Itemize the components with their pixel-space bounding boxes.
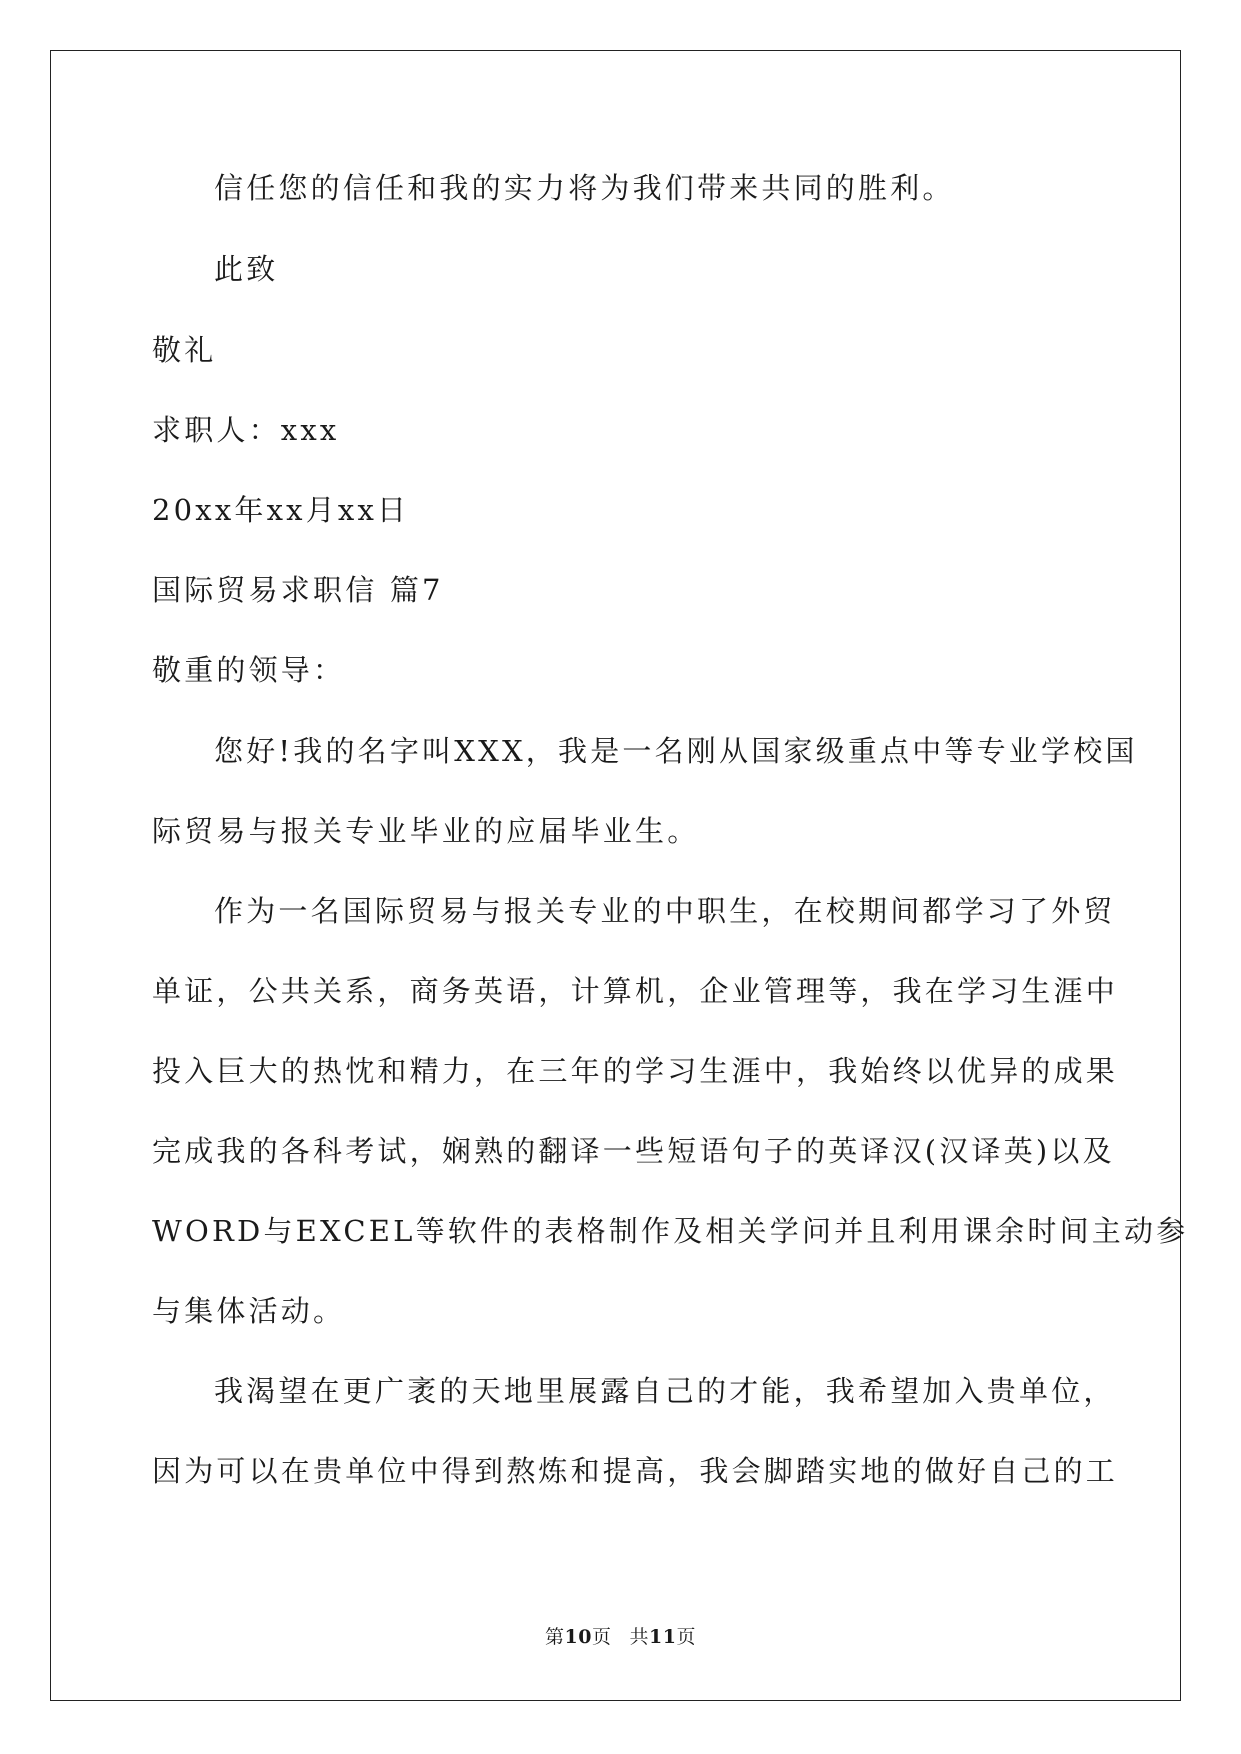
text-line: 与集体活动。 [152, 1294, 346, 1328]
text-line: WORD与EXCEL等软件的表格制作及相关学问并且利用课余时间主动参 [152, 1214, 1189, 1248]
footer-prefix: 第 [545, 1626, 565, 1648]
section-heading: 国际贸易求职信 篇7 [152, 573, 444, 607]
text-line: 20xx年xx月xx日 [152, 493, 410, 527]
text-line: 作为一名国际贸易与报关专业的中职生，在校期间都学习了外贸 [214, 894, 1116, 928]
text-line: 单证，公共关系，商务英语，计算机，企业管理等，我在学习生涯中 [152, 974, 1119, 1008]
salutation: 敬重的领导： [152, 653, 346, 687]
text-line: 完成我的各科考试，娴熟的翻译一些短语句子的英译汉(汉译英)以及 [152, 1134, 1115, 1168]
text-line: 我渴望在更广袤的天地里展露自己的才能，我希望加入贵单位， [214, 1374, 1116, 1408]
page-footer [0, 1625, 1241, 1649]
text-line: 敬礼 [152, 333, 217, 367]
text-line: 际贸易与报关专业毕业的应届毕业生。 [152, 814, 700, 848]
footer-total-label: 页 [676, 1626, 696, 1648]
current-page-number: 10 [564, 1626, 592, 1648]
text-line: 您好!我的名字叫XXX，我是一名刚从国家级重点中等专业学校国 [214, 734, 1138, 768]
footer-total-prefix: 共 [629, 1626, 650, 1648]
text-line: 投入巨大的热忱和精力，在三年的学习生涯中，我始终以优异的成果 [152, 1054, 1119, 1088]
text-line: 求职人：xxx [152, 413, 340, 447]
footer-page-label: 页 [591, 1626, 612, 1648]
text-line: 信任您的信任和我的实力将为我们带来共同的胜利。 [214, 171, 955, 205]
total-pages-number: 11 [649, 1626, 677, 1648]
text-line: 此致 [214, 252, 279, 286]
text-line: 因为可以在贵单位中得到熬炼和提高，我会脚踏实地的做好自己的工 [152, 1454, 1119, 1488]
